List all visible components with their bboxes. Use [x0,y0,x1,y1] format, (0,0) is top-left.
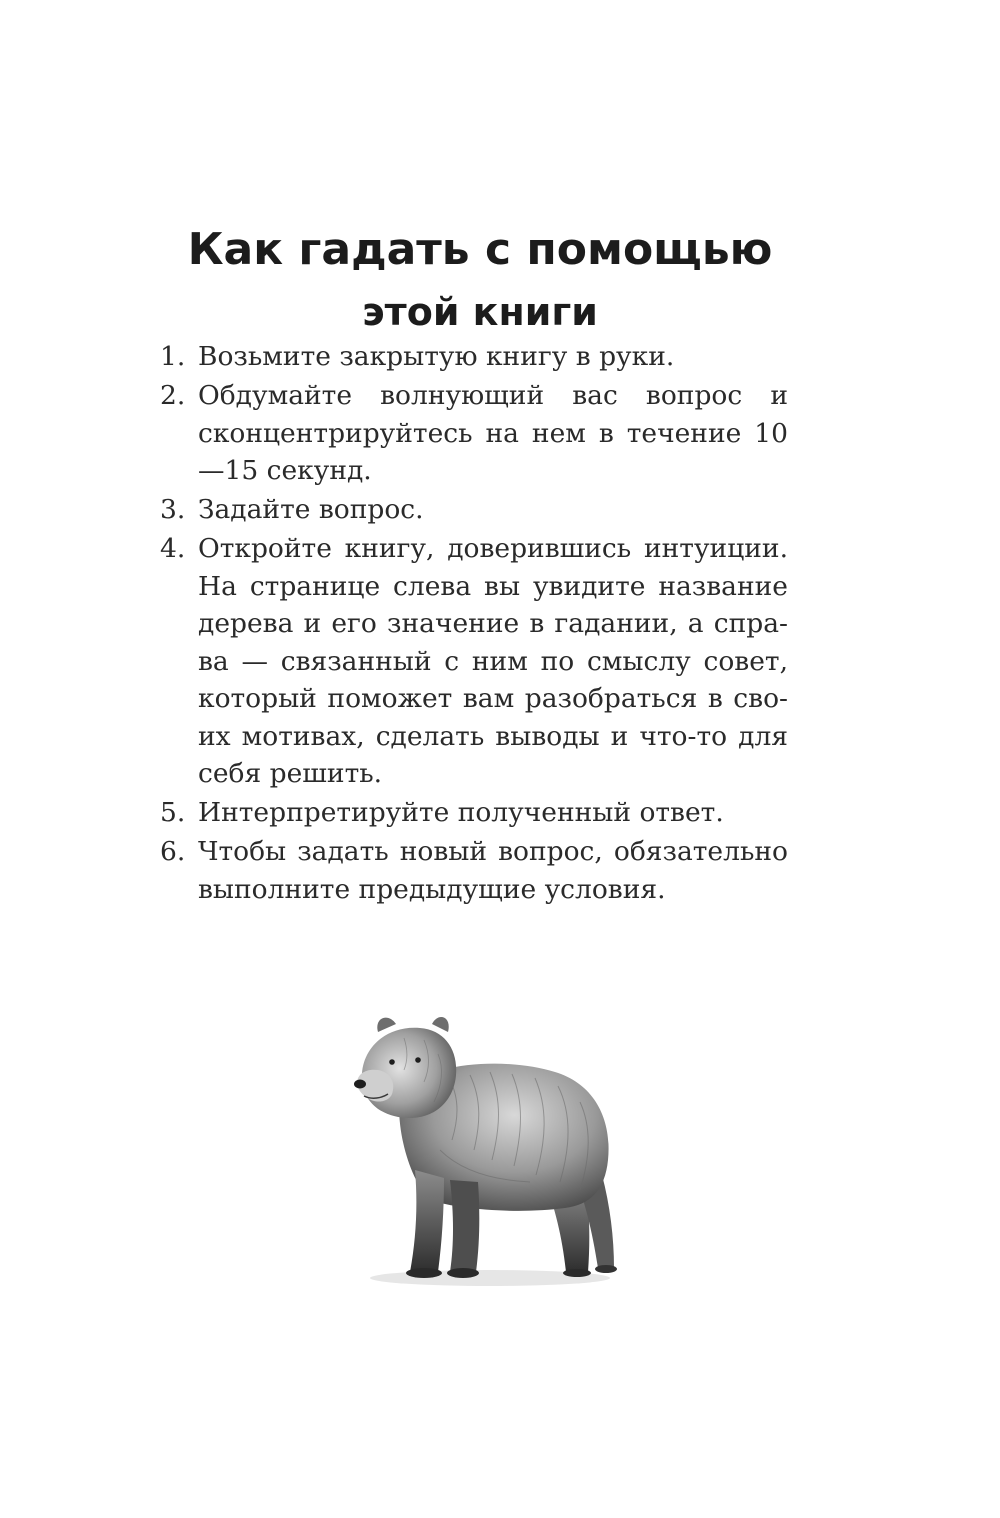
step-text: Чтобы задать новый вопрос, обязательно выполните предыдущие условия. [198,836,788,905]
page-title-line2: этой книги [362,290,598,334]
step-text: Интерпретируйте полученный ответ. [198,797,724,828]
step-text: Задайте вопрос. [198,494,424,525]
instructions-list [160,338,788,910]
step-text: Возьмите закрытую книгу в руки. [198,341,675,372]
step-text: Откройте книгу, доверившись интуиции. На странице слева вы увидите название дерева и его значение в гадании, а справа — связанный с ним по смыслу совет, который поможет вам разобраться в своих мотивах, сделать выводы и что-то для себя решить. [198,533,788,789]
step-number: 4. [160,533,186,564]
step-text: Обдумайте волнующий вас вопрос и сконцентрируйтесь на нем в течение 10—15 секунд. [198,380,788,486]
step-number: 5. [160,797,186,828]
list-item [160,833,788,908]
bear-icon [340,1010,630,1290]
list-item [160,530,788,793]
list-item [160,338,788,376]
step-number: 2. [160,380,186,411]
step-number: 1. [160,341,186,372]
step-number: 6. [160,836,186,867]
page-title-line1: Как гадать с помощью [187,224,773,275]
list-item [160,377,788,490]
step-number: 3. [160,494,186,525]
list-item [160,491,788,529]
list-item [160,794,788,832]
